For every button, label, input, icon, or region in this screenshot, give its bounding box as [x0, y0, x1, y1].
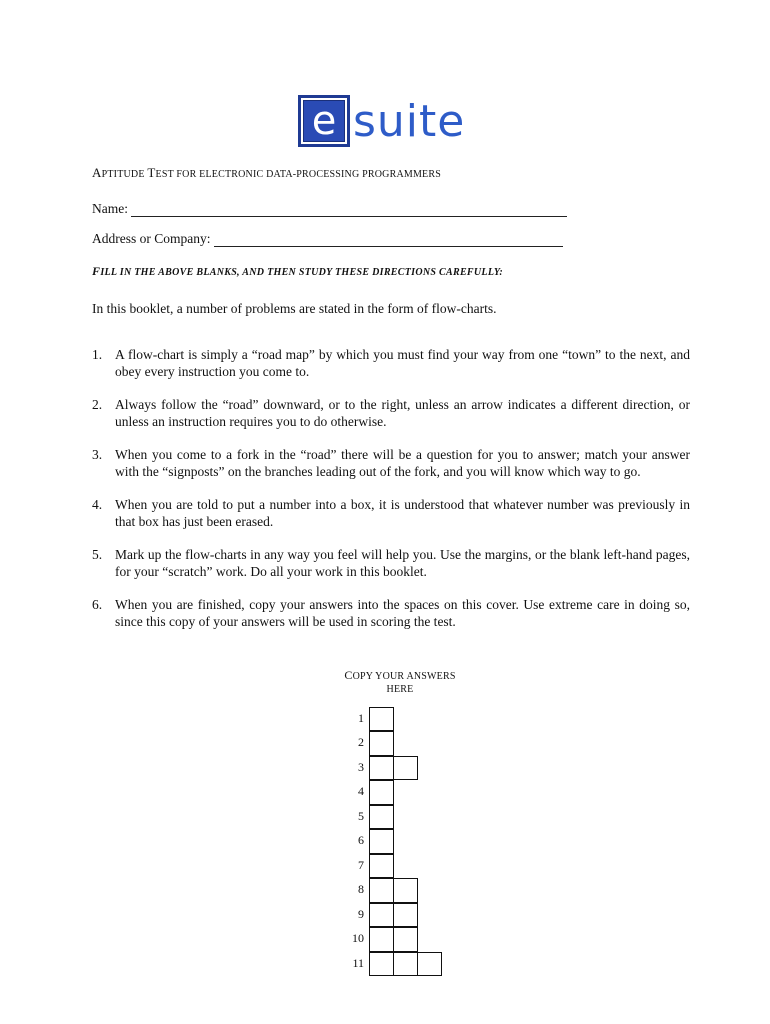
logo-text: suite [353, 96, 466, 147]
answer-row [340, 829, 441, 854]
instructions-heading-rest: ILL IN THE ABOVE BLANKS, AND THEN STUDY THESE DIRECTIONS CAREFULLY: [100, 267, 503, 278]
answer-box[interactable] [369, 780, 394, 805]
answer-box[interactable] [393, 927, 418, 952]
answer-row [340, 902, 441, 927]
answer-number: 5 [358, 808, 364, 823]
answer-row [340, 853, 441, 878]
answer-box[interactable] [369, 829, 394, 854]
answer-box[interactable] [369, 878, 394, 903]
instructions-heading [92, 264, 503, 279]
title-cap-a: A [92, 165, 102, 180]
logo-e-letter: e [303, 100, 345, 142]
direction-text: When you are told to put a number into a box, it is understood that whatever number was previously in that box has just been erased. [115, 497, 690, 529]
answer-row [340, 731, 441, 756]
direction-number: 1. [92, 347, 103, 362]
direction-number: 4. [92, 497, 103, 512]
answer-number: 3 [358, 759, 364, 774]
answers-heading-line2: HERE [386, 684, 414, 695]
direction-text: When you come to a fork in the “road” there will be a question for you to answer; match your answer with the “signposts” on the branches leading out of the fork, and you will know which way to go. [115, 447, 690, 479]
answer-box[interactable] [369, 854, 394, 879]
answer-number: 10 [352, 931, 364, 946]
title-part-4: EST FOR ELECTRONIC DATA-PROCESSING PROGRAMMERS [155, 169, 441, 180]
answers-heading-cap: C [344, 668, 353, 682]
title-part-2: PTITUDE [101, 169, 148, 180]
answer-number: 11 [352, 955, 364, 970]
answer-box[interactable] [369, 731, 394, 756]
answer-number: 6 [358, 833, 364, 848]
logo-e-box [298, 95, 350, 147]
answer-row [340, 951, 441, 976]
answers-heading [300, 669, 500, 696]
answer-box[interactable] [393, 756, 418, 781]
answer-box[interactable] [369, 707, 394, 732]
direction-item [92, 497, 690, 530]
answer-number: 2 [358, 735, 364, 750]
answer-box[interactable] [369, 927, 394, 952]
direction-text: Always follow the “road” downward, or to the right, unless an arrow indicates a different direction, or unless an instruction requires you to do otherwise. [115, 397, 690, 429]
direction-item [92, 597, 690, 630]
answer-box[interactable] [369, 756, 394, 781]
answer-row [340, 780, 441, 805]
direction-number: 5. [92, 547, 103, 562]
answer-box[interactable] [369, 805, 394, 830]
direction-item [92, 447, 690, 480]
answer-box[interactable] [417, 952, 442, 977]
answer-box[interactable] [393, 903, 418, 928]
answer-row [340, 706, 441, 731]
answer-box[interactable] [369, 903, 394, 928]
address-label: Address or Company: [92, 231, 211, 246]
answer-box[interactable] [393, 952, 418, 977]
answer-row [340, 927, 441, 952]
esuite-logo [298, 94, 465, 148]
directions-list [92, 347, 690, 647]
name-field[interactable] [131, 202, 567, 217]
instructions-heading-first: F [92, 264, 101, 278]
direction-item [92, 547, 690, 580]
answer-number: 4 [358, 784, 364, 799]
direction-number: 6. [92, 597, 103, 612]
answer-grid [340, 706, 441, 976]
answer-box[interactable] [369, 952, 394, 977]
title-cap-t: T [147, 165, 156, 180]
answer-number: 7 [358, 857, 364, 872]
answer-box[interactable] [393, 878, 418, 903]
direction-item [92, 347, 690, 380]
direction-text: A flow-chart is simply a “road map” by which you must find your way from one “town” to the next, and obey every instruction you come to. [115, 347, 690, 379]
address-field-row [92, 231, 563, 247]
direction-text: Mark up the flow-charts in any way you feel will help you. Use the margins, or the blank left-hand pages, for your “scratch” work. Do all your work in this booklet. [115, 547, 690, 579]
name-label: Name: [92, 201, 128, 216]
answer-number: 9 [358, 906, 364, 921]
answer-row [340, 804, 441, 829]
intro-text: In this booklet, a number of problems are stated in the form of flow-charts. [92, 301, 497, 316]
direction-number: 2. [92, 397, 103, 412]
answer-number: 1 [358, 710, 364, 725]
name-field-row [92, 201, 567, 217]
answer-number: 8 [358, 882, 364, 897]
answers-heading-line1: OPY YOUR ANSWERS [352, 671, 456, 682]
answer-row [340, 755, 441, 780]
answer-row [340, 878, 441, 903]
direction-number: 3. [92, 447, 103, 462]
direction-text: When you are finished, copy your answers into the spaces on this cover. Use extreme care in doing so, since this copy of your answers will be used in scoring the test. [115, 597, 690, 629]
page-title [92, 165, 441, 181]
direction-item [92, 397, 690, 430]
address-field[interactable] [214, 232, 563, 247]
